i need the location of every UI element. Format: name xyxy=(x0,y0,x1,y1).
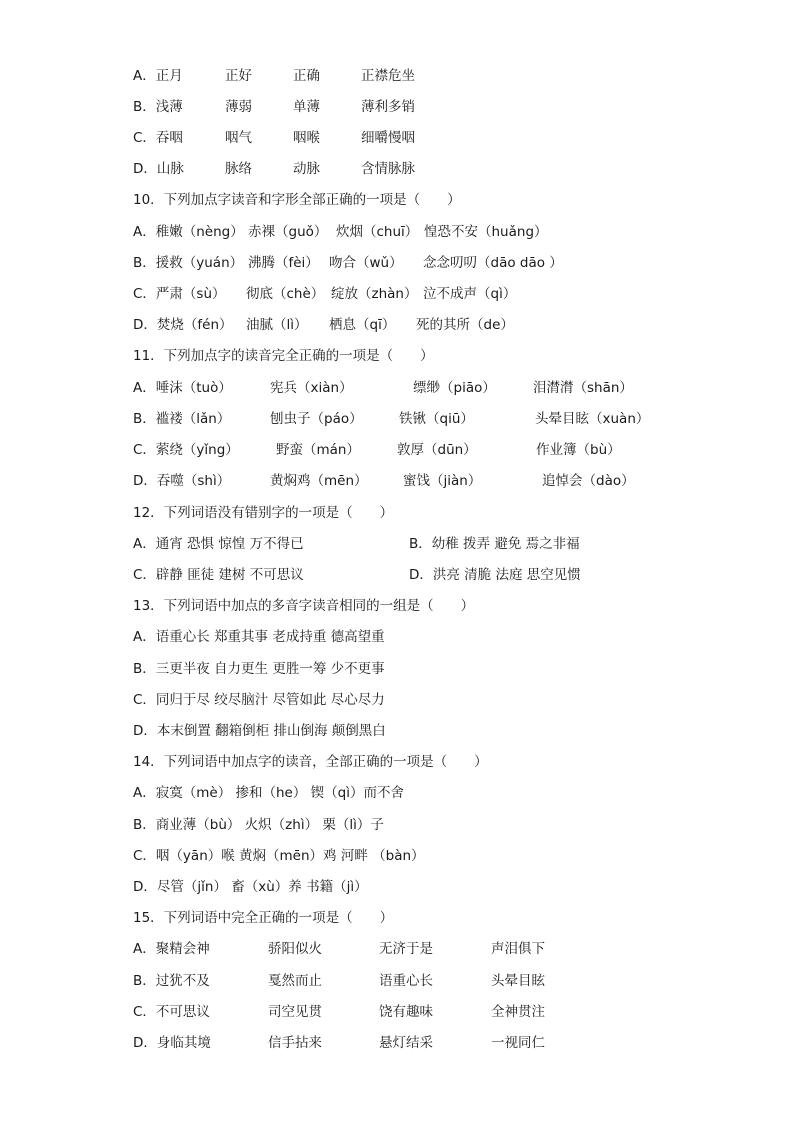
option-item: 声泪俱下 xyxy=(491,941,545,957)
option-item: 泣不成声（qì） xyxy=(423,286,517,302)
option-item: 头晕目眩（xuàn） xyxy=(535,411,650,427)
option-item: 蜜饯（jiàn） xyxy=(403,473,482,489)
question-stem: 10．下列加点字读音和字形全部正确的一项是（ ） xyxy=(133,192,461,208)
option-item: 一视同仁 xyxy=(491,1035,545,1051)
option-item: C．咽（yān）喉 黄焖（mēn）鸡 河畔 （bàn） xyxy=(133,848,425,864)
option-item: D．尽管（jǐn） 畜（xù）养 书籍（jì） xyxy=(133,879,368,895)
question-stem: 15．下列词语中完全正确的一项是（ ） xyxy=(133,910,394,926)
option-item: A．稚嫩（nèng） xyxy=(133,224,244,240)
option-item: D．吞噬（shì） xyxy=(133,473,231,489)
option-word: 薄利多销 xyxy=(361,99,415,115)
option-item: B．商业薄（bù） 火炽（zhì） 栗（lì）子 xyxy=(133,817,384,833)
option-item: 沸腾（fèi） xyxy=(248,255,319,271)
option-item: 全神贯注 xyxy=(491,1004,545,1020)
option-item: 惶恐不安（huǎng） xyxy=(424,224,548,240)
option-label: C．吞咽 xyxy=(133,130,183,146)
option-item: C．不可思议 xyxy=(133,1004,210,1020)
option-item: 敦厚（dūn） xyxy=(397,442,477,458)
option-item: A．通宵 恐惧 惊惶 万不得已 xyxy=(133,536,304,552)
option-item: 宪兵（xiàn） xyxy=(270,380,353,396)
option-item: A．语重心长 郑重其事 老成持重 德高望重 xyxy=(133,629,385,645)
option-item: B．褴褛（lǎn） xyxy=(133,411,231,427)
option-item: D．身临其境 xyxy=(133,1035,211,1051)
option-item: 司空见贯 xyxy=(268,1004,322,1020)
option-item: 无济于是 xyxy=(379,941,433,957)
option-item: D．焚烧（fén） xyxy=(133,317,233,333)
option-word: 咽气 xyxy=(225,130,252,146)
option-item: 炊烟（chuī） xyxy=(336,224,419,240)
option-item: A．唾沫（tuò） xyxy=(133,380,232,396)
option-item: 缥缈（piāo） xyxy=(413,380,496,396)
option-item: 信手拈来 xyxy=(268,1035,322,1051)
option-item: 黄焖鸡（mēn） xyxy=(270,473,368,489)
option-word: 正好 xyxy=(225,68,252,84)
option-item: C．辟静 匪徒 建树 不可思议 xyxy=(133,567,304,583)
option-item: 泪潸潸（shān） xyxy=(533,380,633,396)
option-word: 咽喉 xyxy=(293,130,320,146)
option-item: B．援救（yuán） xyxy=(133,255,244,271)
option-item: 野蛮（mán） xyxy=(276,442,360,458)
option-item: A．寂寞（mè） 掺和（he） 锲（qì）而不舍 xyxy=(133,785,404,801)
option-item: B．过犹不及 xyxy=(133,973,210,989)
question-stem: 12．下列词语没有错别字的一项是（ ） xyxy=(133,505,394,521)
option-item: 赤裸（guǒ） xyxy=(248,224,328,240)
option-item: 戛然而止 xyxy=(268,973,322,989)
option-word: 薄弱 xyxy=(225,99,252,115)
option-item: 铁锹（qiū） xyxy=(399,411,474,427)
option-item: B．幼稚 拨弄 避免 焉之非福 xyxy=(409,536,580,552)
option-item: C．萦绕（yǐng） xyxy=(133,442,239,458)
option-word: 细嚼慢咽 xyxy=(361,130,415,146)
option-word: 脉络 xyxy=(225,161,252,177)
option-item: 死的其所（de） xyxy=(416,317,514,333)
option-item: 悬灯结采 xyxy=(379,1035,433,1051)
option-item: 绽放（zhàn） xyxy=(331,286,418,302)
option-item: 骄阳似火 xyxy=(268,941,322,957)
option-word: 含情脉脉 xyxy=(361,161,415,177)
option-item: 吻合（wǔ） xyxy=(329,255,403,271)
option-item: C．同归于尽 绞尽脑汁 尽管如此 尽心尽力 xyxy=(133,692,385,708)
option-item: 彻底（chè） xyxy=(246,286,325,302)
option-item: 念念叨叨（dāo dāo ） xyxy=(423,255,563,271)
option-item: B．三更半夜 自力更生 更胜一筹 少不更事 xyxy=(133,661,385,677)
option-word: 单薄 xyxy=(293,99,320,115)
option-word: 正襟危坐 xyxy=(361,68,415,84)
option-label: D．山脉 xyxy=(133,161,184,177)
option-item: 头晕目眩 xyxy=(491,973,545,989)
option-item: D．洪亮 清脆 法庭 思空见惯 xyxy=(409,567,581,583)
option-item: D．本末倒置 翻箱倒柜 排山倒海 颠倒黑白 xyxy=(133,723,386,739)
option-item: A．聚精会神 xyxy=(133,941,210,957)
option-item: 作业簿（bù） xyxy=(536,442,621,458)
option-item: C．严肃（sù） xyxy=(133,286,226,302)
option-word: 正确 xyxy=(293,68,320,84)
option-item: 栖息（qī） xyxy=(329,317,396,333)
option-word: 动脉 xyxy=(293,161,320,177)
option-item: 油腻（lì） xyxy=(246,317,308,333)
question-stem: 11．下列加点字的读音完全正确的一项是（ ） xyxy=(133,348,434,364)
option-label: A．正月 xyxy=(133,68,183,84)
option-item: 语重心长 xyxy=(379,973,433,989)
option-label: B．浅薄 xyxy=(133,99,183,115)
option-item: 追悼会（dào） xyxy=(542,473,635,489)
question-stem: 14．下列词语中加点字的读音，全部正确的一项是（ ） xyxy=(133,754,488,770)
option-item: 刨虫子（páo） xyxy=(270,411,363,427)
option-item: 饶有趣味 xyxy=(379,1004,433,1020)
question-stem: 13．下列词语中加点的多音字读音相同的一组是（ ） xyxy=(133,598,475,614)
